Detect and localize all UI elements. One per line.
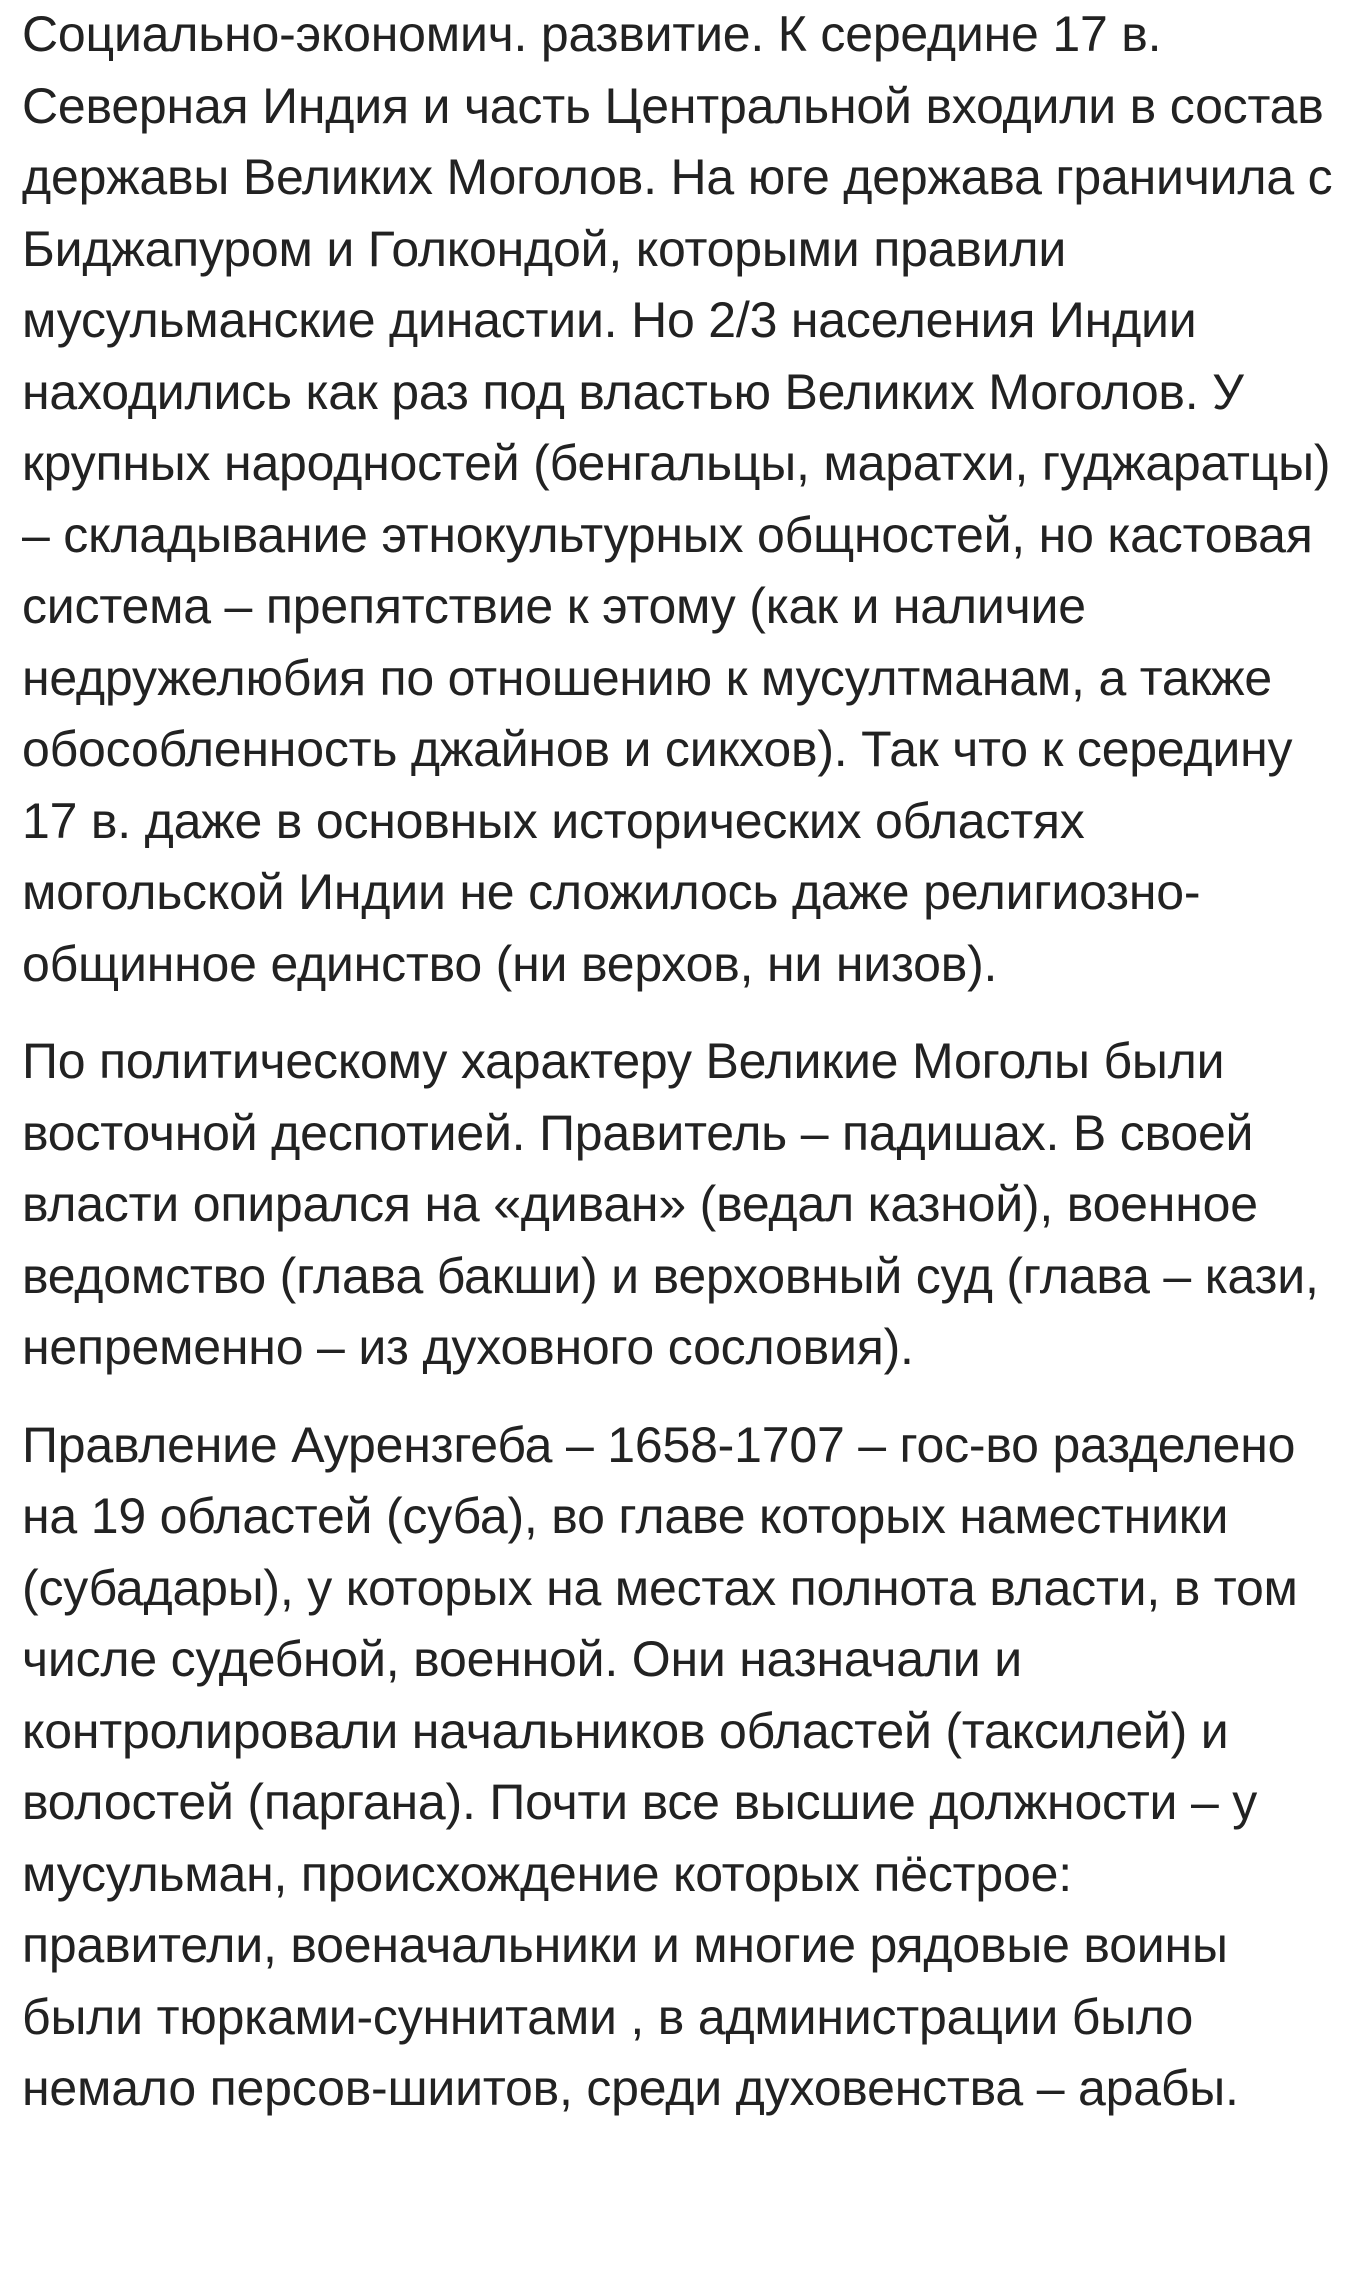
paragraph-aurangzeb-rule: Правление Аурензгеба – 1658-1707 – гос-во разделено на 19 областей (суба), во главе которых наместники (субадары), у которых на местах полнота власти, в том числе судебной, военной. Они назначали и контролировали начальников областей (таксилей) и волостей (паргана). Почти все высшие должности – у мусульман, происхождение которых пёстрое: правители, военачальники и многие рядовые воины были тюрками-суннитами , в администрации было немало персов-шиитов, среди духовенства – арабы. <box>22 1416 1298 2116</box>
paragraph-socioeconomic: Социально-экономич. развитие. К середине 17 в. Северная Индия и часть Центральной входили в состав державы Великих Моголов. На юге держава граничила с Биджапуром и Голкондой, которыми правили мусульманские династии. Но 2/3 населения Индии находились как раз под властью Великих Моголов. У крупных народностей (бенгальцы, маратхи, гуджаратцы) – складывание этнокультурных общностей, но кастовая система – препятствие к этому (как и наличие недружелюбия по отношению к мусултманам, а также обособленность джайнов и сикхов). Так что к середину 17 в. даже в основных исторических областях могольской Индии не сложилось даже религиозно-общинное единство (ни верхов, ни низов). <box>22 6 1333 992</box>
paragraph-political-character: По политическому характеру Великие Моголы были восточной деспотией. Правитель – падишах. В своей власти опирался на «диван» (ведал казной), военное ведомство (глава бакши) и верховный суд (глава – кази, непременно – из духовного сословия). <box>22 1033 1319 1375</box>
